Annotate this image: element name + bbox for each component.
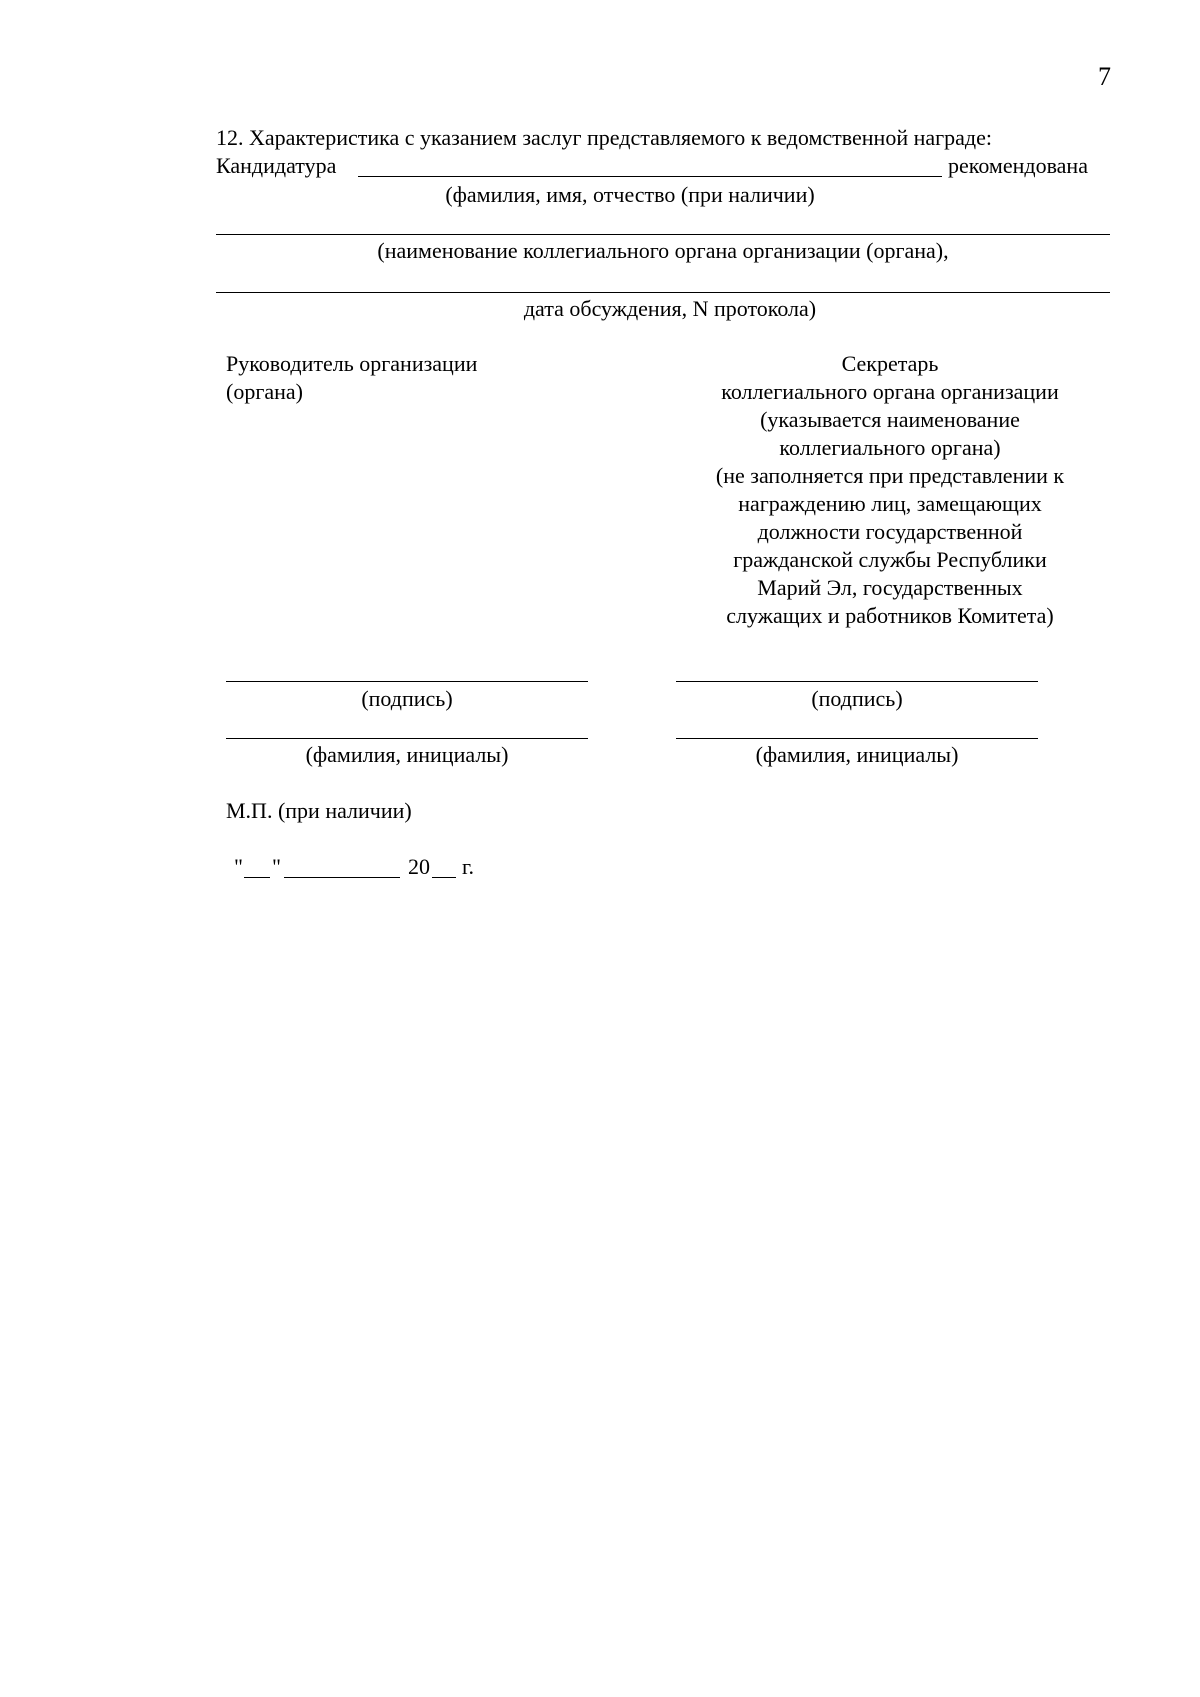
date-month-blank[interactable] — [284, 877, 400, 878]
right-name-caption: (фамилия, инициалы) — [755, 742, 959, 767]
date-day-blank[interactable] — [244, 877, 270, 878]
right-signatory-line: служащих и работников Комитета) — [726, 603, 1054, 628]
right-signatory-line: награждению лиц, замещающих — [738, 491, 1042, 516]
stamp-label: М.П. (при наличии) — [226, 798, 412, 823]
right-signatory-line: коллегиального органа организации — [721, 379, 1059, 404]
candidate-name-line[interactable] — [358, 176, 942, 177]
right-signatory-title — [680, 350, 1100, 630]
right-signatory-line: должности государственной — [757, 519, 1023, 544]
right-signatory-line: (указывается наименование — [760, 407, 1020, 432]
left-name-line[interactable] — [226, 738, 588, 739]
caption-date-protocol: дата обсуждения, N протокола) — [523, 296, 817, 321]
left-name-caption: (фамилия, инициалы) — [305, 742, 509, 767]
date-year-blank[interactable] — [432, 877, 456, 878]
left-signatory-line-2: (органа) — [226, 379, 303, 404]
candidate-label: Кандидатура — [216, 153, 337, 178]
date-open-quote: " — [234, 854, 243, 879]
left-signature-caption: (подпись) — [361, 686, 453, 711]
caption-body-name: (наименование коллегиального органа организации (органа), — [377, 238, 949, 263]
left-signatory-title — [226, 350, 477, 406]
right-signature-line[interactable] — [676, 681, 1038, 682]
right-signatory-line: коллегиального органа) — [779, 435, 1001, 460]
body-name-line[interactable] — [216, 234, 1110, 235]
right-signatory-line: Секретарь — [841, 351, 939, 376]
left-signatory-line-1: Руководитель организации — [226, 351, 478, 376]
candidate-recommended-label: рекомендована — [948, 153, 1088, 178]
right-signatory-line: Марий Эл, государственных — [757, 575, 1023, 600]
date-year-suffix: г. — [462, 854, 475, 879]
caption-fio: (фамилия, имя, отчество (при наличии) — [445, 182, 815, 207]
right-signature-caption: (подпись) — [811, 686, 903, 711]
left-signature-line[interactable] — [226, 681, 588, 682]
right-name-line[interactable] — [676, 738, 1038, 739]
right-signatory-line: (не заполняется при представлении к — [715, 463, 1065, 488]
right-signatory-line: гражданской службы Республики — [733, 547, 1047, 572]
date-year-prefix: 20 — [408, 854, 430, 879]
page-number: 7 — [1098, 62, 1111, 91]
date-close-quote: " — [272, 854, 281, 879]
section-heading: 12. Характеристика с указанием заслуг представляемого к ведомственной награде: — [216, 125, 992, 150]
protocol-line[interactable] — [216, 292, 1110, 293]
